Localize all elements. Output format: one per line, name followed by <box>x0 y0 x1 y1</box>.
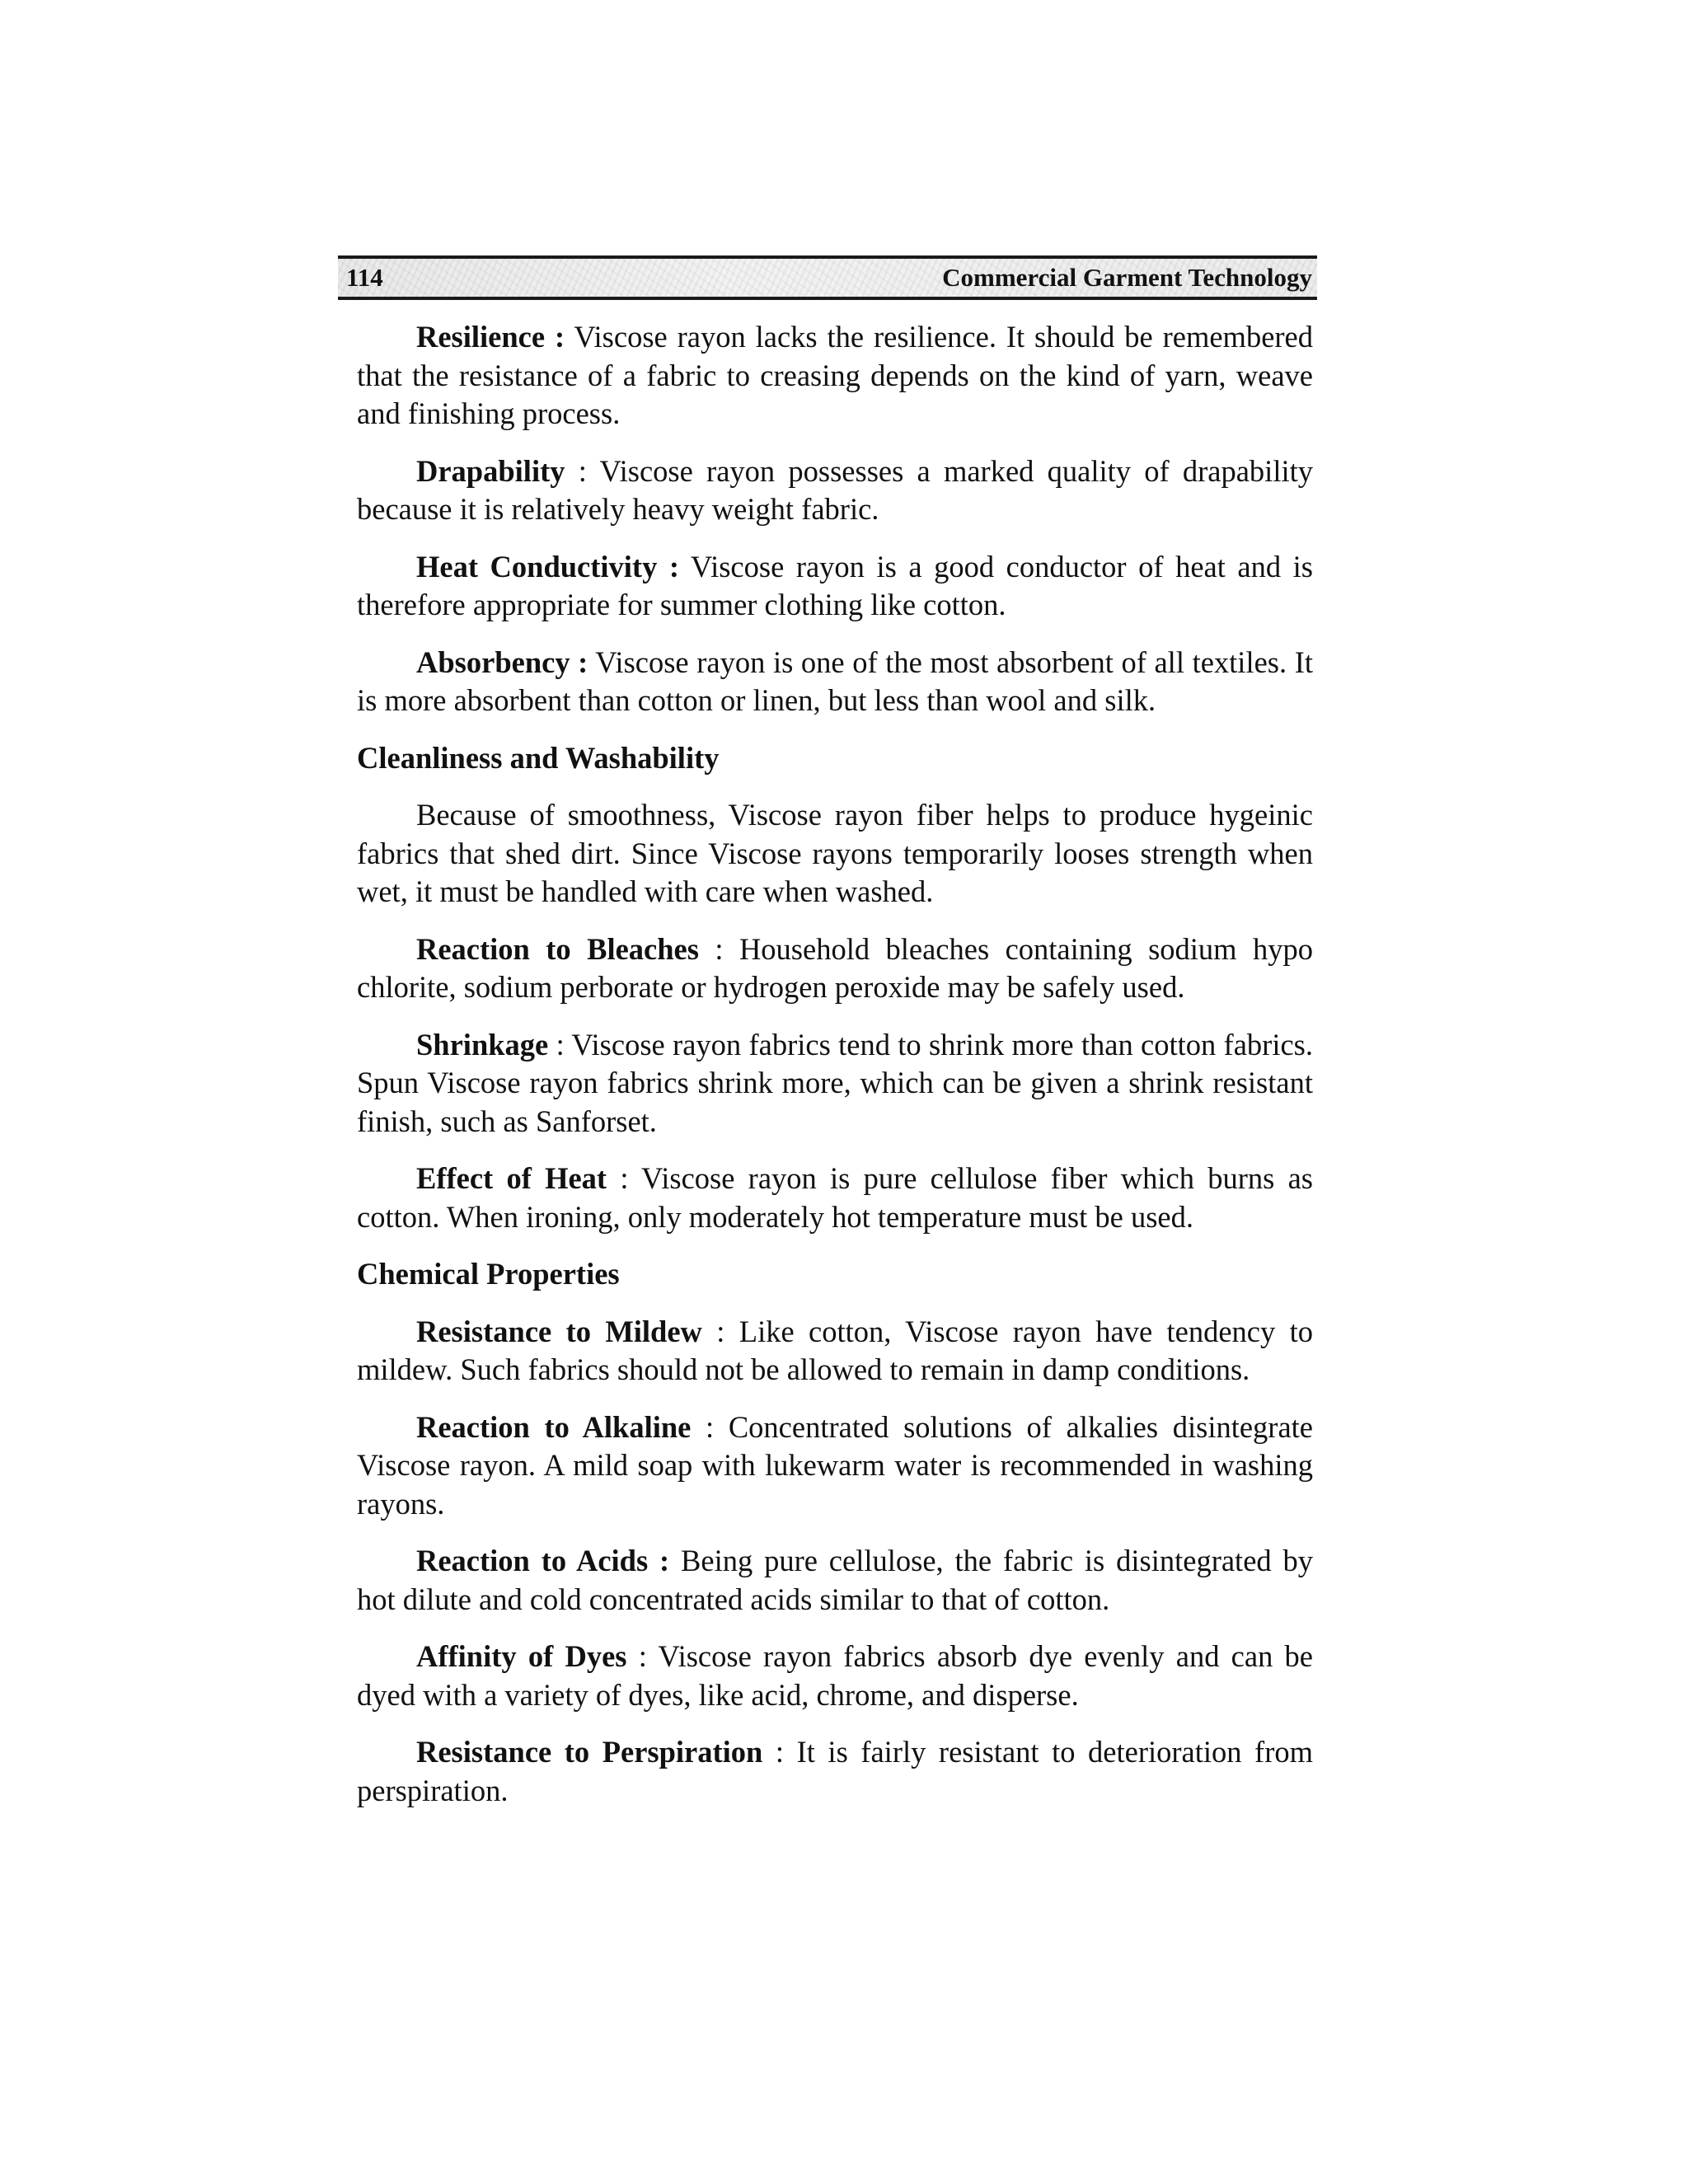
section-heading-chemical-properties: Chemical Properties <box>357 1257 620 1291</box>
paragraph-shrinkage <box>357 1026 1313 1141</box>
paragraph-heat-conductivity <box>357 548 1313 625</box>
paragraph-text: : Household bleaches containing sodium hypo chlorite, sodium perborate or hydrogen peroxide may be safely used. <box>357 931 1313 1004</box>
term-label: Reaction to Acids : <box>416 1544 670 1577</box>
paragraph-text: : Viscose rayon fabrics tend to shrink more than cotton fabrics. Spun Viscose rayon fabrics shrink more, which can be given a shrink resistant finish, such as Sanforset. <box>357 1027 1313 1138</box>
paragraph-text: : Like cotton, Viscose rayon have tendency to mildew. Such fabrics should not be allowed to remain in damp conditions. <box>357 1314 1313 1386</box>
paragraph-reaction-to-acids <box>357 1542 1313 1619</box>
term-label: Absorbency : <box>416 644 588 679</box>
term-label: Drapability <box>416 453 565 488</box>
term-label: Effect of Heat <box>416 1161 607 1195</box>
page-body <box>357 318 1313 1829</box>
paragraph-effect-of-heat <box>357 1160 1313 1236</box>
paragraph-text: Viscose rayon is one of the most absorbent of all textiles. It is more absorbent than cotton or linen, but less than wool and silk. <box>357 644 1314 717</box>
term-label: Resistance to Perspiration <box>416 1735 763 1769</box>
paragraph-text: Because of smoothness, Viscose rayon fiber helps to produce hygeinic fabrics that shed dirt. Since Viscose rayons temporarily looses strength when wet, it must be handled with care when washed. <box>357 798 1313 908</box>
term-label: Resilience : <box>416 320 565 354</box>
term-label: Affinity of Dyes <box>416 1639 627 1673</box>
running-title: Commercial Garment Technology <box>942 263 1312 292</box>
page-number: 114 <box>346 263 383 292</box>
paragraph-affinity-of-dyes <box>357 1638 1313 1714</box>
paragraph-text: : It is fairly resistant to deterioration from perspiration. <box>357 1735 1313 1807</box>
paragraph-reaction-to-bleaches <box>357 930 1313 1007</box>
paragraph-reaction-to-alkaline <box>357 1408 1313 1524</box>
paragraph-resilience <box>357 318 1313 434</box>
paragraph-drapability <box>357 452 1313 529</box>
paragraph-text: : Concentrated solutions of alkalies disintegrate Viscose rayon. A mild soap with lukewarm water is recommended in washing rayons. <box>357 1409 1314 1521</box>
term-label: Heat Conductivity : <box>416 549 680 583</box>
term-label: Resistance to Mildew <box>416 1314 702 1348</box>
paragraph-text: Being pure cellulose, the fabric is disintegrated by hot dilute and cold concentrated acids similar to that of cotton. <box>357 1544 1313 1616</box>
paragraph-resistance-to-mildew <box>357 1313 1313 1390</box>
section-heading-cleanliness: Cleanliness and Washability <box>357 740 720 775</box>
paragraph-text: Viscose rayon is a good conductor of heat and is therefore appropriate for summer clothing like cotton. <box>357 549 1313 621</box>
paragraph-resistance-to-perspiration <box>357 1733 1313 1810</box>
paragraph-text: : Viscose rayon is pure cellulose fiber which burns as cotton. When ironing, only moderately hot temperature must be used. <box>357 1161 1313 1234</box>
term-label: Reaction to Bleaches <box>416 931 699 966</box>
paragraph-text: : Viscose rayon fabrics absorb dye evenly and can be dyed with a variety of dyes, like acid, chrome, and disperse. <box>357 1639 1313 1712</box>
page-header <box>338 255 1317 300</box>
term-label: Reaction to Alkaline <box>416 1409 692 1444</box>
paragraph-text: : Viscose rayon possesses a marked quality of drapability because it is relatively heavy weight fabric. <box>357 453 1313 526</box>
paragraph-smoothness <box>357 796 1313 912</box>
paragraph-absorbency <box>357 644 1313 720</box>
paragraph-text: Viscose rayon lacks the resilience. It should be remembered that the resistance of a fabric to creasing depends on the kind of yarn, weave and finishing process. <box>357 320 1313 430</box>
term-label: Shrinkage <box>416 1027 549 1062</box>
